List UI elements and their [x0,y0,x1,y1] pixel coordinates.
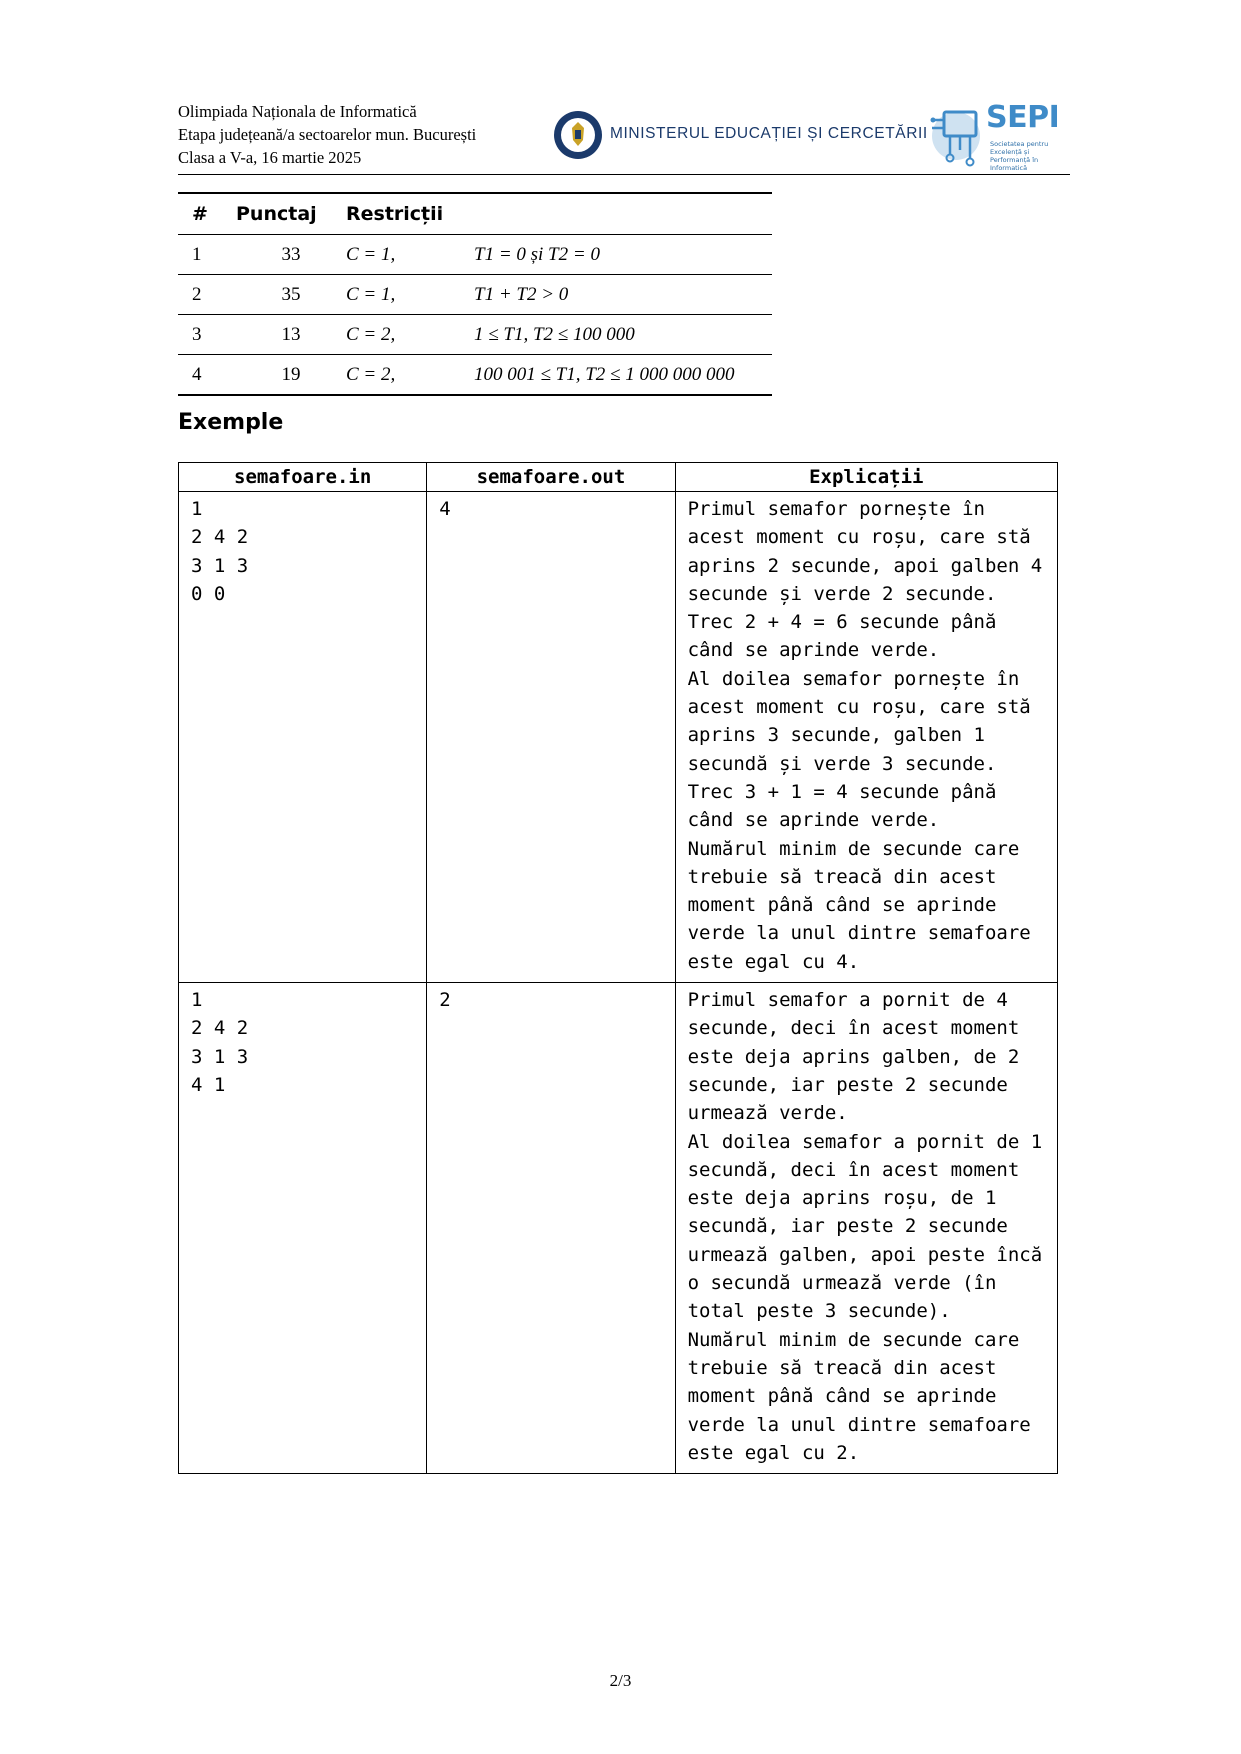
explanation-paragraph: Al doilea semafor a pornit de 1 secundă, deci în acest moment este deja aprins roșu, de 1 secundă, iar peste 2 secunde urmează galben, apoi peste încă o secundă urmează verde (în total peste 3 secunde). [687,1130,1043,1323]
subtask-condition: 1 ≤ T1, T2 ≤ 100 000 [474,323,635,345]
example-output [427,492,675,983]
header-explanations: Explicații [675,463,1057,492]
subtask-condition: T1 + T2 > 0 [474,283,569,305]
explanation-paragraph: Numărul minim de secunde care trebuie să treacă din acest moment până când se aprinde verde la unul dintre semafoare este egal cu 2. [687,1328,1031,1464]
example-input [179,492,427,983]
example-output [427,983,675,1474]
restriction-row [178,355,772,396]
ministry-logo [553,110,928,162]
example-explanation [675,492,1057,983]
restriction-row [178,235,772,275]
output-line: 4 [439,498,451,520]
sepi-circuit-icon [930,106,988,170]
input-line: 2 4 2 [191,1017,249,1040]
sepi-subtitle: Societatea pentru Excelență și Performanță în Informatică [990,140,1049,172]
header-line-class: Clasa a V-a, 16 martie 2025 [178,148,362,167]
header-line-stage: Etapa județeană/a sectoarelor mun. București [178,125,477,144]
sepi-wordmark: SEPI [986,100,1060,135]
input-line: 0 0 [191,582,226,605]
government-seal-icon [553,110,603,160]
restrictions-header-row [178,193,772,235]
restrictions-table [178,192,772,396]
explanation-paragraph: Primul semafor pornește în acest moment cu roșu, care stă aprins 2 secunde, apoi galben 4 secunde și verde 2 secunde. [687,498,1043,605]
explanation-paragraph: Trec 3 + 1 = 4 secunde până când se aprinde verde. [687,780,997,832]
subtask-c-value: C = 2, [346,323,396,345]
subtask-condition: T1 = 0 și T2 = 0 [474,243,600,265]
subtask-number: 2 [192,283,202,305]
input-line: 3 1 3 [191,554,249,577]
page-number: 2/3 [609,1671,632,1690]
restriction-row [178,315,772,355]
examples-table [178,462,1058,1474]
subtask-c-value: C = 1, [346,243,396,265]
input-line: 2 4 2 [191,526,249,549]
ministry-name: MINISTERUL EDUCAȚIEI ȘI CERCETĂRII [610,125,928,142]
example-row [179,492,1058,983]
header-divider [178,174,1070,175]
examples-header-row [179,463,1058,492]
header-restrictions: Restricții [346,203,444,225]
explanation-paragraph: Numărul minim de secunde care trebuie să treacă din acest moment până când se aprinde verde la unul dintre semafoare este egal cu 4. [687,837,1031,973]
input-line: 3 1 3 [191,1045,249,1068]
subtask-points: 19 [281,363,301,385]
subtask-number: 4 [192,363,202,385]
examples-heading: Exemple [178,410,284,435]
header-points: Punctaj [236,203,317,225]
subtask-points: 35 [281,283,301,305]
explanation-paragraph: Primul semafor a pornit de 4 secunde, deci în acest moment este deja aprins galben, de 2 secunde, iar peste 2 secunde urmează verde. [687,989,1020,1125]
subtask-points: 33 [281,243,301,265]
restriction-row [178,275,772,315]
subtask-points: 13 [281,323,301,345]
input-line: 4 1 [191,1073,226,1096]
subtask-number: 1 [192,243,202,265]
header-line-olympiad: Olimpiada Naționala de Informatică [178,102,417,121]
output-line: 2 [439,989,451,1012]
explanation-paragraph: Al doilea semafor pornește în acest moment cu roșu, care stă aprins 3 secunde, galben 1 secundă și verde 3 secunde. [687,667,1031,775]
subtask-number: 3 [192,323,202,345]
sepi-logo [930,100,1070,172]
header-output-file: semafoare.out [427,463,675,492]
subtask-c-value: C = 2, [346,363,396,385]
subtask-condition: 100 001 ≤ T1, T2 ≤ 1 000 000 000 [474,363,735,385]
example-explanation [675,983,1057,1474]
input-line: 1 [191,989,203,1012]
input-line: 1 [191,498,203,520]
page-header [178,100,1068,176]
header-text [178,100,476,169]
header-input-file: semafoare.in [179,463,427,492]
example-row [179,983,1058,1474]
header-number: # [192,203,208,225]
explanation-paragraph: Trec 2 + 4 = 6 secunde până când se aprinde verde. [687,611,997,662]
subtask-c-value: C = 1, [346,283,396,305]
example-input [179,983,427,1474]
